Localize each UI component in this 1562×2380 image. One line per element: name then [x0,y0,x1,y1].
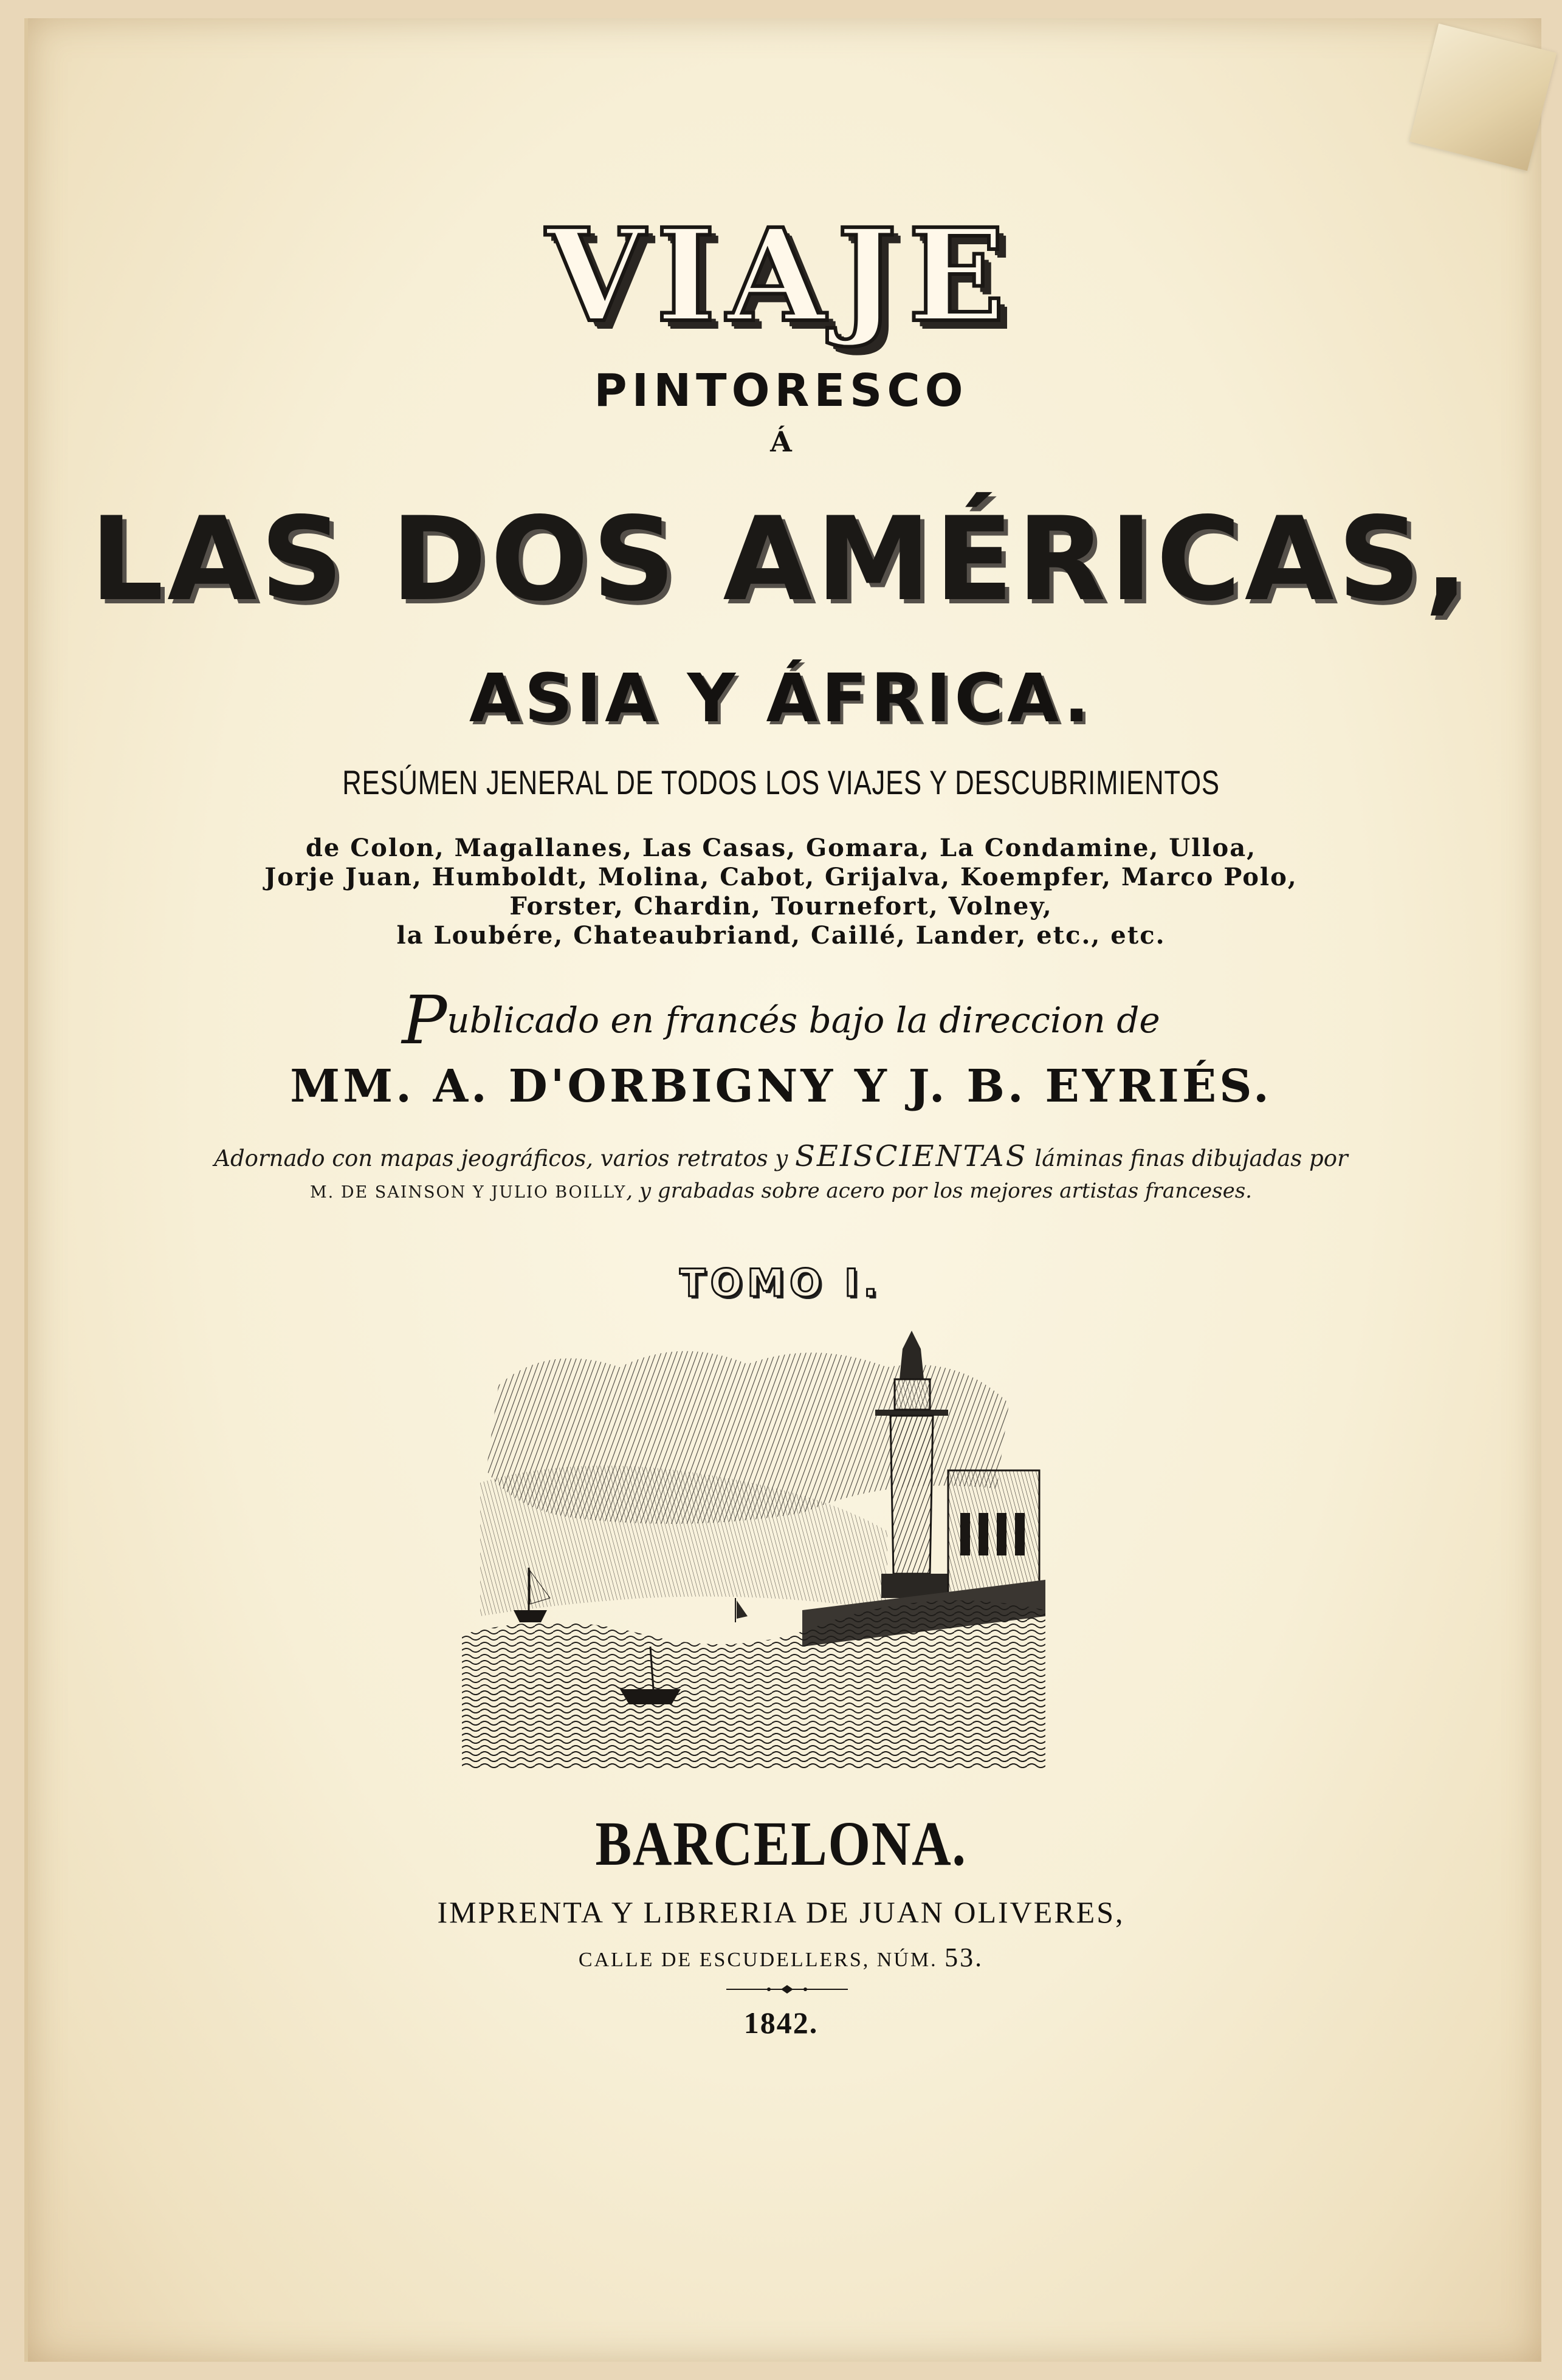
main-title: LAS DOS AMÉRICAS, [90,492,1472,626]
imprint-printer: IMPRENTA Y LIBRERIA DE JUAN OLIVERES, [437,1895,1125,1929]
imprint-address [0,1942,1562,1973]
resumen-line: RESÚMEN JENERAL DE TODOS LOS VIAJES Y DESCUBRIMIENTOS [342,763,1220,801]
publicado-initial: P [402,981,447,1059]
illustrators-rest: , y grabadas sobre acero por los mejores artistas franceses. [626,1179,1252,1203]
explorers-line: Forster, Chardin, Tournefort, Volney, [509,892,1053,921]
publication-year: 1842. [743,2006,819,2040]
explorers-line: Jorje Juan, Humboldt, Molina, Cabot, Grijalva, Koempfer, Marco Polo, [264,863,1298,891]
ornamental-rule [726,1983,848,1995]
imprint-street: CALLE DE ESCUDELLERS, NÚM. [578,1949,938,1971]
subtitle: ASIA Y ÁFRICA. [469,659,1093,737]
title-preposition: Á [770,425,792,458]
illustrators-line [0,1179,1562,1203]
explorers-line: de Colon, Magallanes, Las Casas, Gomara, La Condamine, Ulloa, [305,834,1257,862]
lighthouse-vignette-image [462,1331,1058,1768]
explorers-line: la Loubére, Chateaubriand, Caillé, Lander, etc., etc. [396,921,1166,950]
publicado-text: ublicado en francés bajo la direccion de [447,1000,1160,1041]
adornado-pre: Adornado con mapas jeográficos, varios retratos y [214,1145,788,1171]
authors-line: MM. A. D'ORBIGNY Y J. B. EYRIÉS. [290,1060,1272,1113]
imprint-number: 53. [944,1943,984,1972]
imprint-city: BARCELONA. [595,1809,967,1879]
illustrators-names: M. DE SAINSON Y JULIO BOILLY [310,1183,627,1202]
title-pintoresco: PINTORESCO [594,365,968,417]
adornado-seiscientas: SEISCIENTAS [795,1139,1028,1173]
adornado-post: láminas finas dibujadas por [1034,1145,1348,1171]
volume-label: TOMO I. [680,1261,882,1305]
title-viaje: VIAJE [546,201,1016,351]
adornado-line [0,1139,1562,1173]
publicado-line [0,981,1562,1059]
